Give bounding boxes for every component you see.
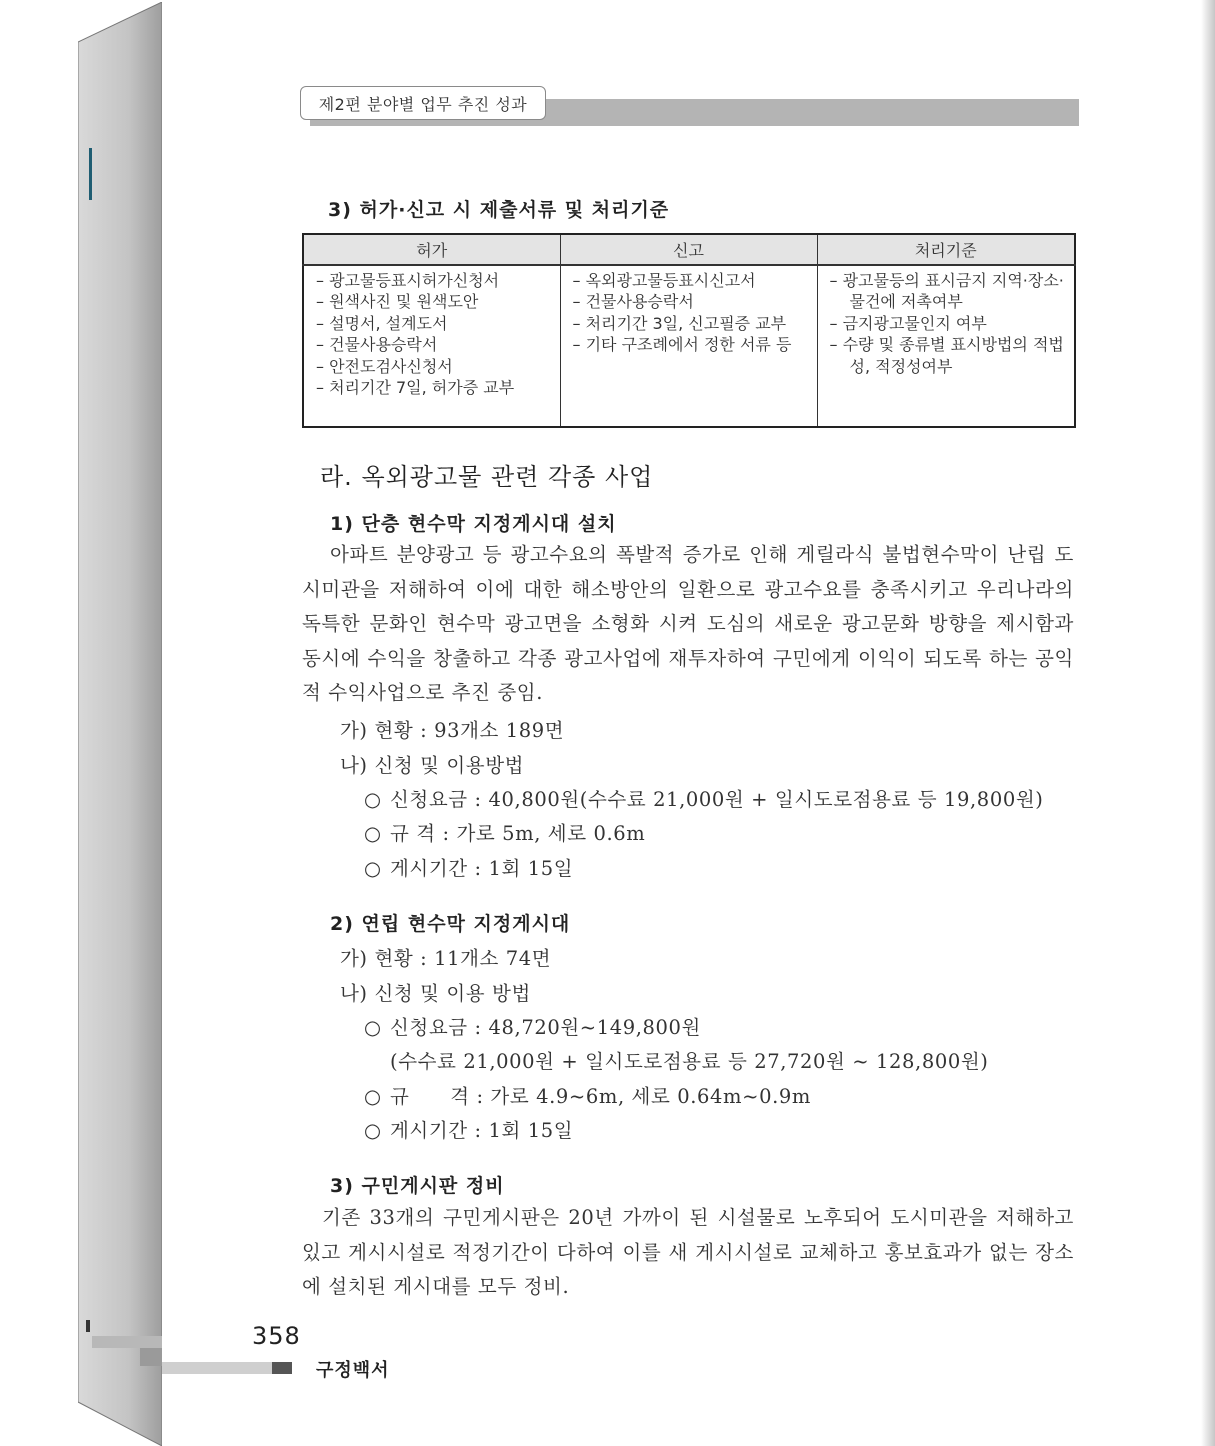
bullet-icon: ○ [364, 788, 382, 811]
table-header-report: 신고 [560, 234, 817, 265]
subsection-3b-title: 3) 구민게시판 정비 [330, 1175, 505, 1197]
table-header-permit: 허가 [303, 234, 560, 265]
requirements-table [302, 233, 1076, 428]
subsection-1-paragraph: 아파트 분양광고 등 광고수요의 폭발적 증가로 인해 게릴라식 불법현수막이 난립 도시미관을 저해하여 이에 대한 해소방안의 일환으로 광고수요를 충족시키고 우리나라의 독특한 문화인 현수막 광고면을 소형화 시켜 도심의 새로운 광고문화 방향을 제시함과 동시에 수익을 창출하고 각종 광고사업에 재투자하여 구민에게 이익이 되도록 하는 공익적 수익사업으로 추진 중임. [302, 543, 1074, 704]
list-item: – 기타 구조례에서 정한 서류 등 [573, 334, 811, 355]
s1-status: 가) 현황 : 93개소 189면 [340, 719, 565, 742]
list-item: – 처리기간 7일, 허가증 교부 [316, 377, 554, 398]
s2-fee-item [364, 1012, 701, 1040]
s1-spec: 규 격 : 가로 5m, 세로 0.6m [390, 822, 646, 845]
list-item: – 금지광고물인지 여부 [830, 313, 1069, 334]
s2-method: 나) 신청 및 이용 방법 [340, 982, 531, 1005]
footer-block [272, 1362, 292, 1374]
list-item: – 광고물등표시허가신청서 [316, 270, 554, 291]
s2-fee-detail: (수수료 21,000원 + 일시도로점용료 등 27,720원 ~ 128,800원) [390, 1050, 989, 1073]
criteria-cell [817, 265, 1075, 427]
list-item: – 수량 및 종류별 표시방법의 적법성, 적정성여부 [830, 334, 1069, 377]
s2-spec-item [364, 1081, 811, 1109]
report-cell [560, 265, 817, 427]
footer-book-title: 구정백서 [316, 1360, 390, 1381]
page-number: 358 [252, 1322, 301, 1350]
list-item: – 광고물등의 표시금지 지역·장소·물건에 저촉여부 [830, 270, 1069, 313]
list-item: – 처리기간 3일, 신고필증 교부 [573, 313, 811, 334]
list-item: – 안전도검사신청서 [316, 356, 554, 377]
bullet-icon: ○ [364, 822, 382, 845]
s1-period: 게시기간 : 1회 15일 [390, 857, 574, 880]
section-ra-heading: 라. 옥외광고물 관련 각종 사업 [320, 463, 654, 491]
bullet-icon: ○ [364, 1119, 382, 1142]
bullet-icon: ○ [364, 1085, 382, 1108]
list-item: – 원색사진 및 원색도안 [316, 291, 554, 312]
s1-method: 나) 신청 및 이용방법 [340, 754, 525, 777]
s2-status: 가) 현황 : 11개소 74면 [340, 947, 552, 970]
list-item: – 건물사용승락서 [316, 334, 554, 355]
s1-fee-item [364, 784, 1043, 812]
s2-period: 게시기간 : 1회 15일 [390, 1119, 574, 1142]
page-shadow [1201, 0, 1215, 1446]
table-row [303, 265, 1075, 427]
section-header-tab: 제2편 분야별 업무 추진 성과 [300, 86, 546, 120]
list-item: – 설명서, 설계도서 [316, 313, 554, 334]
footer-bar [162, 1362, 272, 1374]
table-header-criteria: 처리기준 [817, 234, 1075, 265]
subsection-3b-paragraph: 기존 33개의 구민게시판은 20년 가까이 된 시설물로 노후되어 도시미관을 저해하고 있고 게시시설로 적정기간이 다하여 이를 새 게시시설로 교체하고 홍보효과가 없는 장소에 설치된 게시대를 모두 정비. [302, 1206, 1074, 1298]
list-item: – 건물사용승락서 [573, 291, 811, 312]
subsection-1-title: 1) 단층 현수막 지정게시대 설치 [330, 513, 617, 535]
subsection-2-title: 2) 연립 현수막 지정게시대 [330, 913, 571, 935]
bullet-icon: ○ [364, 1016, 382, 1039]
bullet-icon: ○ [364, 857, 382, 880]
table-header-row [303, 234, 1075, 265]
s2-fee: 신청요금 : 48,720원~149,800원 [390, 1016, 701, 1039]
book-spine [78, 2, 164, 1446]
permit-cell [303, 265, 560, 427]
s1-fee: 신청요금 : 40,800원(수수료 21,000원 + 일시도로점용료 등 19,800원) [390, 788, 1044, 811]
s2-spec: 규 격 : 가로 4.9~6m, 세로 0.64m~0.9m [390, 1085, 811, 1108]
s2-period-item [364, 1115, 573, 1143]
list-item: – 옥외광고물등표시신고서 [573, 270, 811, 291]
s1-period-item [364, 853, 573, 881]
subsection-3-title: 3) 허가·신고 시 제출서류 및 처리기준 [328, 199, 670, 221]
s1-spec-item [364, 818, 645, 846]
